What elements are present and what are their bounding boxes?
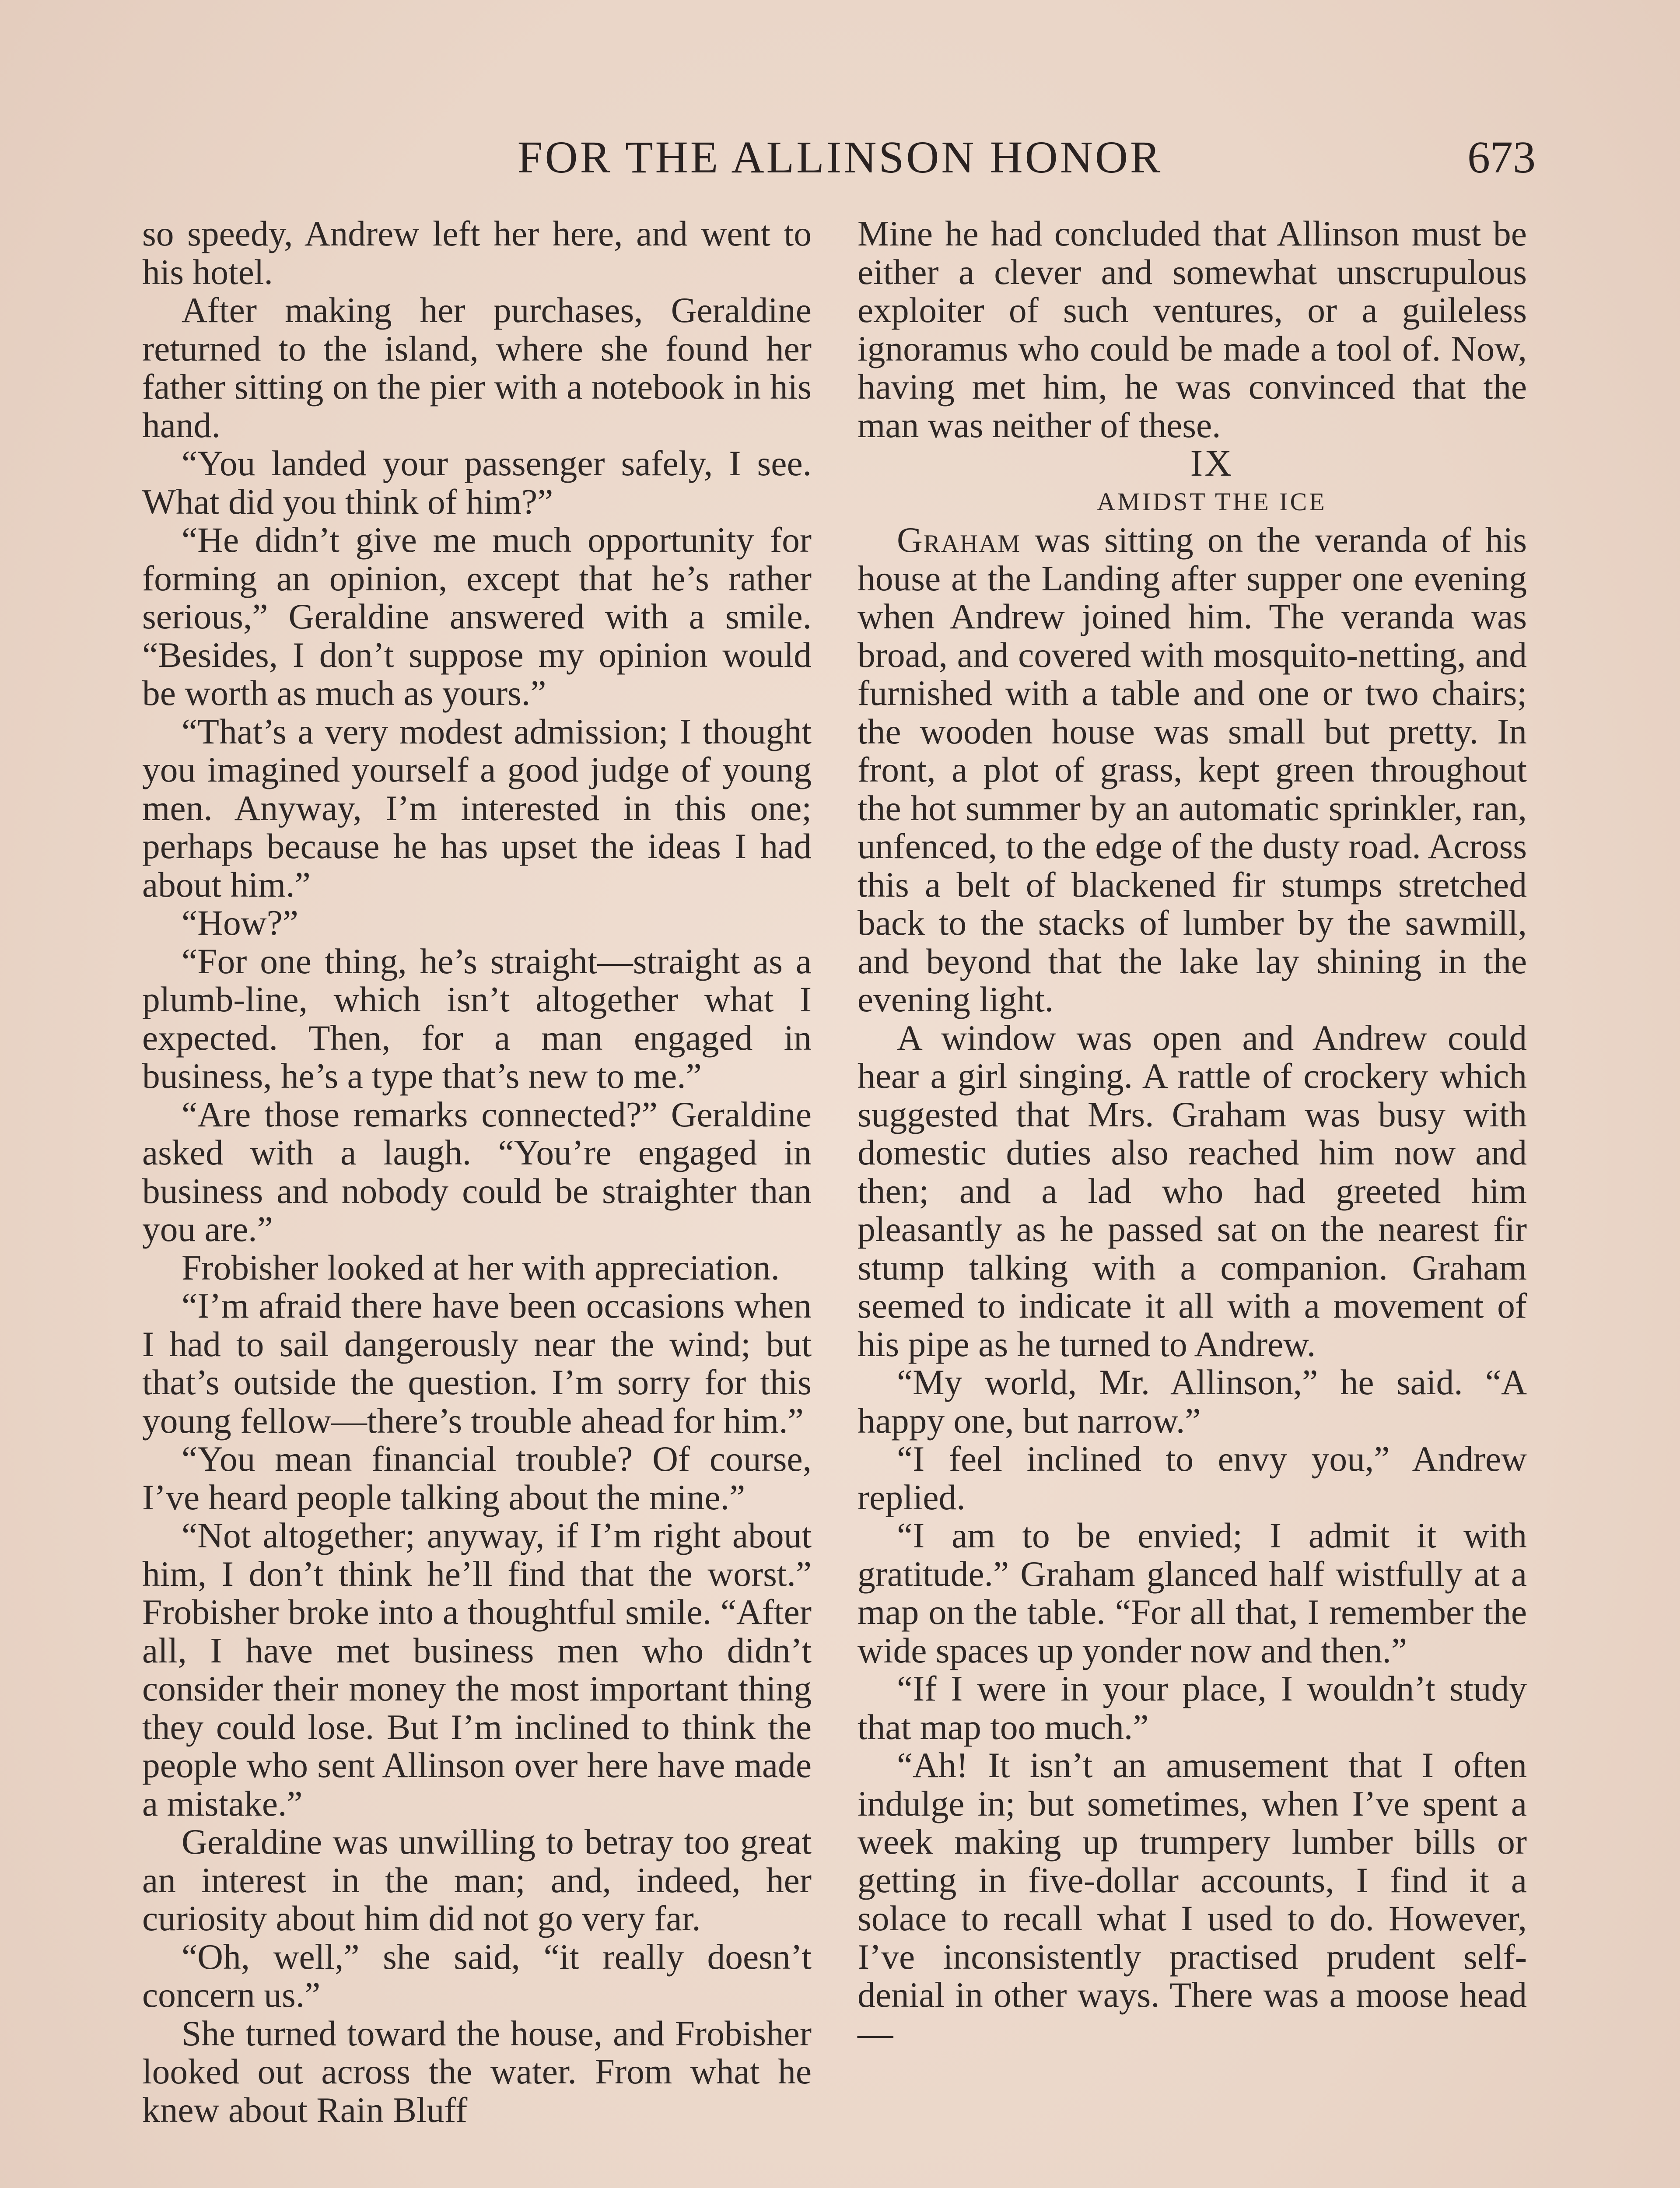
running-title: FOR THE ALLINSON HONOR <box>517 132 1163 182</box>
paragraph: “Not altogether; anyway, if I’m right about him, I don’t think he’ll find that the worst.” Frobisher broke into a thoughtful smile. “After all, I have met business men who didn’t consider their money the most important thing they could lose. But I’m inclined to think the people who sent Allinson over here have made a mistake.” <box>142 1515 812 1823</box>
page-number: 673 <box>1467 132 1536 182</box>
paragraph: “He didn’t give me much opportunity for forming an opinion, except that he’s rather serious,” Geraldine answered with a smile. “Besides, I don’t suppose my opinion would be worth as much as yours.” <box>142 520 812 713</box>
paragraph: Frobisher looked at her with appreciation. <box>182 1247 780 1287</box>
chapter-first-word: Graham <box>897 520 1021 560</box>
paragraph: “You mean financial trouble? Of course, I’ve heard people talking about the mine.” <box>142 1439 812 1517</box>
chapter-opening-text: was sitting on the veranda of his house at the Landing after supper one evening when Andrew joined him. The veranda was broad, and covered with mosquito-netting, and furnished with a table and one or two chairs; the wooden house was small but pretty. In front, a plot of grass, kept green throughout the hot summer by an automatic sprinkler, ran, unfenced, to the edge of the dusty road. Across this a belt of blackened fir stumps stretched back to the stacks of lumber by the sawmill, and beyond that the lake lay shining in the evening light. <box>858 520 1527 1019</box>
chapter-number: IX <box>1190 442 1234 484</box>
paragraph: so speedy, Andrew left her here, and went to his hotel. <box>142 214 812 292</box>
paragraph: After making her purchases, Geraldine returned to the island, where she found her father sitting on the pier with a notebook in his hand. <box>142 290 812 445</box>
page-header <box>144 131 1536 188</box>
paragraph: “Are those remarks connected?” Geraldine asked with a laugh. “You’re engaged in business and nobody could be straighter than you are.” <box>142 1094 812 1249</box>
right-column <box>858 214 1527 2052</box>
chapter-title: AMIDST THE ICE <box>1097 487 1327 516</box>
paragraph: “You landed your passenger safely, I see. What did you think of him?” <box>142 443 812 522</box>
paragraph: Mine he had concluded that Allinson must be either a clever and somewhat unscrupulous exploiter of such ventures, or a guileless ignoramus who could be made a tool of. Now, having met him, he was convinced that the man was neither of these. <box>858 214 1527 445</box>
paragraph: “How?” <box>182 903 298 943</box>
chapter-opening-paragraph <box>858 521 1527 1019</box>
paragraph: “I’m afraid there have been occasions when I had to sail dangerously near the wind; but that’s outside the question. I’m sorry for this young fellow—there’s trouble ahead for him.” <box>142 1286 812 1441</box>
paragraph: “If I were in your place, I wouldn’t study that map too much.” <box>858 1669 1527 1747</box>
paragraph: “Ah! It isn’t an amusement that I often indulge in; but sometimes, when I’ve spent a week making up trumpery lumber bills or getting in five-dollar accounts, I find it a solace to recall what I used to do. However, I’ve inconsistently practised prudent self-denial in other ways. There was a moose head— <box>858 1745 1527 2053</box>
paragraph: “I am to be envied; I admit it with gratitude.” Graham glanced half wistfully at a map on the table. “For all that, I remember the wide spaces up yonder now and then.” <box>858 1515 1527 1670</box>
paragraph: A window was open and Andrew could hear a girl singing. A rattle of crockery which suggested that Mrs. Graham was busy with domestic duties also reached him now and then; and a lad who had greeted him pleasantly as he passed sat on the nearest fir stump talking with a companion. Graham seemed to indicate it all with a movement of his pipe as he turned to Andrew. <box>858 1017 1527 1364</box>
left-column <box>142 214 812 2129</box>
paragraph: “That’s a very modest admission; I thought you imagined yourself a good judge of young men. Anyway, I’m interested in this one; perhaps because he has upset the ideas I had about him.” <box>142 711 812 905</box>
paragraph: “For one thing, he’s straight—straight as a plumb-line, which isn’t altogether what I expected. Then, for a man engaged in business, he’s a type that’s new to me.” <box>142 941 812 1096</box>
paragraph: “Oh, well,” she said, “it really doesn’t concern us.” <box>142 1936 812 2015</box>
paragraph: “I feel inclined to envy you,” Andrew replied. <box>858 1439 1527 1517</box>
paragraph: “My world, Mr. Allinson,” he said. “A happy one, but narrow.” <box>858 1362 1527 1441</box>
paragraph: Geraldine was unwilling to betray too great an interest in the man; and, indeed, her curiosity about him did not go very far. <box>142 1822 812 1938</box>
paragraph: She turned toward the house, and Frobisher looked out across the water. From what he knew about Rain Bluff <box>142 2013 812 2130</box>
